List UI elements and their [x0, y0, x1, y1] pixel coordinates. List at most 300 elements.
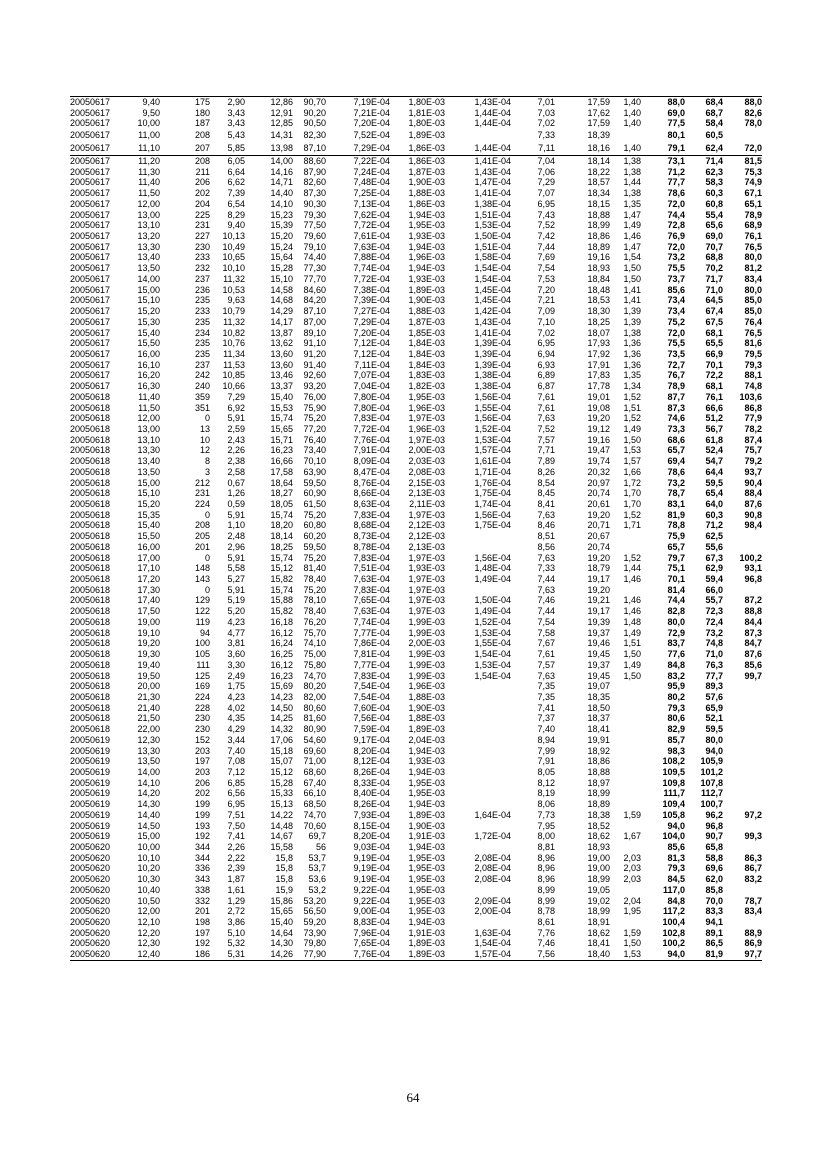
table-cell: 7,09 — [537, 306, 555, 317]
table-cell: 2,39 — [227, 863, 245, 874]
table-cell: 1,55E-04 — [474, 402, 511, 413]
table-cell: 20050618 — [70, 499, 111, 510]
table-cell: 89,1 — [705, 927, 723, 938]
table-cell: 79,7 — [667, 552, 685, 563]
table-cell: 17,59 — [555, 97, 610, 108]
table-cell: 18,97 — [587, 777, 610, 788]
table-cell: 60,20 — [303, 531, 326, 542]
table-cell: 53,2 — [308, 885, 326, 895]
table-cell: 1,90E-03 — [408, 702, 445, 713]
table-cell: 65,8 — [705, 842, 723, 853]
table-cell: 7,46 — [537, 938, 555, 949]
table-cell: 9,03E-04 — [353, 842, 390, 853]
table-cell: 18,99 — [587, 220, 610, 231]
table-cell: 8,76E-04 — [353, 477, 390, 488]
table-cell: 15,65 — [270, 424, 293, 434]
table-cell: 203 — [194, 767, 210, 777]
table-cell: 1,75E-04 — [474, 520, 511, 531]
table-cell: 7,12E-04 — [353, 338, 390, 349]
table-cell: 93,7 — [744, 467, 762, 477]
table-cell: 7,76E-04 — [326, 949, 390, 960]
table-cell: 7,39E-04 — [353, 295, 390, 306]
table-cell: 20050619 — [70, 777, 111, 788]
table-cell: 53,7 — [308, 852, 326, 863]
table-cell: 1,86E-03 — [408, 199, 445, 209]
table-cell: 180 — [194, 107, 210, 118]
table-cell — [610, 917, 641, 928]
table-cell: 0,67 — [227, 477, 245, 488]
table-cell: 2,08E-03 — [408, 467, 445, 477]
table-cell: 7,63E-04 — [353, 574, 390, 585]
table-cell: 1,41E-04 — [474, 188, 511, 199]
table-cell: 2,59 — [227, 424, 245, 434]
table-cell: 20050618 — [70, 692, 111, 702]
table-cell: 14,68 — [270, 295, 293, 306]
table-cell: 77,50 — [303, 220, 326, 231]
table-cell: 1,51E-04 — [474, 209, 511, 220]
table-cell: 7,39 — [227, 188, 245, 199]
table-cell: 8,33E-04 — [353, 777, 390, 788]
table-cell: 20050619 — [70, 799, 111, 810]
table-cell: 19,40 — [137, 659, 160, 670]
table-cell: 20050617 — [70, 209, 111, 220]
table-cell — [610, 531, 641, 542]
table-cell: 20,67 — [587, 531, 610, 542]
table-cell: 14,23 — [270, 692, 293, 702]
table-cell: 9,63 — [227, 295, 245, 306]
table-cell: 1,88E-03 — [408, 306, 445, 317]
table-cell — [445, 821, 511, 832]
table-cell: 7,11E-04 — [354, 359, 390, 370]
table-cell: 12,00 — [137, 906, 160, 917]
table-row — [70, 349, 762, 360]
table-cell — [723, 756, 762, 767]
table-cell: 208 — [160, 156, 210, 167]
table-cell: 15,74 — [270, 552, 293, 563]
table-cell: 75,5 — [667, 338, 685, 349]
table-cell: 7,29 — [227, 391, 245, 402]
table-cell: 20050618 — [70, 445, 111, 456]
table-cell: 5,91 — [227, 584, 245, 595]
table-cell: 10,10 — [137, 852, 160, 863]
table-cell: 1,50 — [623, 670, 641, 681]
table-cell: 15,00 — [137, 477, 160, 488]
table-cell: 84,8 — [667, 895, 685, 906]
table-cell: 19,91 — [587, 734, 610, 745]
table-cell: 1,45E-04 — [474, 295, 511, 306]
table-cell: 8,99 — [537, 885, 555, 895]
table-cell: 15,8 — [275, 852, 293, 863]
table-cell: 1,99E-03 — [408, 659, 445, 670]
table-cell: 18,22 — [587, 166, 610, 177]
table-cell: 1,54E-04 — [474, 274, 511, 284]
table-cell: 1,93E-03 — [408, 231, 445, 242]
table-cell: 59,50 — [303, 477, 326, 488]
table-cell: 8,26 — [537, 467, 555, 477]
table-cell: 20050617 — [70, 220, 111, 231]
table-cell: 53,6 — [308, 874, 326, 885]
table-cell: 81,3 — [667, 852, 685, 863]
table-cell: 8,26E-04 — [353, 799, 390, 810]
table-cell: 2,00E-03 — [408, 445, 445, 456]
table-cell — [723, 842, 762, 853]
table-cell: 20050618 — [70, 574, 111, 585]
table-cell: 85,0 — [744, 295, 762, 306]
table-cell: 74,6 — [667, 413, 685, 424]
table-cell: 8,41 — [537, 499, 555, 510]
table-cell: 117,0 — [662, 885, 685, 895]
table-cell: 1,35 — [623, 370, 641, 381]
table-cell: 7,51E-04 — [353, 563, 390, 574]
table-cell: 73,3 — [667, 424, 685, 434]
table-cell: 1,74E-04 — [474, 499, 511, 510]
table-cell: 8,12 — [537, 777, 555, 788]
table-cell: 95,9 — [667, 681, 685, 692]
table-cell: 94,0 — [641, 949, 685, 960]
table-cell: 20050620 — [70, 949, 122, 960]
table-cell: 80,60 — [303, 702, 326, 713]
table-cell: 76,4 — [744, 316, 762, 327]
table-cell: 18,48 — [587, 284, 610, 295]
table-cell: 18,25 — [270, 542, 293, 552]
table-cell: 100,4 — [662, 917, 685, 928]
table-cell: 14,50 — [137, 820, 160, 831]
table-cell: 15,12 — [270, 767, 293, 777]
table-cell: 15,53 — [270, 402, 293, 413]
table-cell: 1,42E-04 — [474, 306, 511, 317]
table-cell: 3,43 — [227, 118, 245, 129]
table-cell: 187 — [194, 118, 210, 129]
table-cell: 6,95 — [537, 338, 555, 349]
table-cell — [445, 767, 511, 778]
table-cell: 7,40 — [227, 745, 245, 756]
table-cell: 10,00 — [137, 842, 160, 853]
table-cell: 197 — [194, 756, 210, 767]
table-cell: 20050618 — [70, 627, 111, 638]
table-cell: 15,40 — [137, 327, 160, 338]
table-cell: 1,82E-03 — [408, 381, 445, 392]
table-cell: 1,46 — [623, 595, 641, 606]
table-cell: 69,0 — [667, 107, 685, 118]
table-cell: 1,90E-03 — [408, 820, 445, 831]
table-cell: 236 — [194, 284, 210, 295]
table-cell: 7,51 — [227, 810, 245, 820]
table-cell: 18,99 — [587, 874, 610, 885]
table-cell: 14,25 — [270, 713, 293, 724]
table-cell: 87,30 — [303, 188, 326, 199]
table-cell: 1,44 — [623, 563, 641, 574]
table-cell: 87,3 — [744, 627, 762, 638]
table-cell: 8,94 — [537, 734, 555, 745]
table-cell: 1,64E-04 — [474, 810, 511, 820]
table-cell: 175 — [160, 97, 210, 108]
table-cell: 2,72 — [227, 906, 245, 917]
table-cell: 71,0 — [705, 649, 723, 660]
table-cell: 73,4 — [667, 306, 685, 317]
table-cell: 7,65E-04 — [353, 595, 390, 606]
table-cell: 84,5 — [667, 874, 685, 885]
table-row — [70, 242, 762, 253]
table-row — [70, 392, 762, 403]
table-cell: 19,20 — [137, 638, 160, 649]
table-cell: 56,50 — [303, 906, 326, 917]
table-cell: 1,38 — [623, 188, 641, 199]
table-cell: 143 — [194, 574, 210, 585]
table-cell: 14,10 — [270, 199, 293, 209]
table-cell: 20050617 — [70, 188, 111, 199]
table-cell: 15,65 — [270, 906, 293, 917]
table-cell: 80,0 — [667, 617, 685, 627]
table-cell: 18,62 — [587, 831, 610, 842]
table-cell: 7,88E-04 — [353, 252, 390, 263]
table-row — [70, 285, 762, 296]
table-cell: 14,29 — [270, 306, 293, 317]
table-cell: 20050618 — [70, 713, 111, 724]
table-cell: 71,2 — [667, 166, 685, 177]
table-cell — [445, 746, 511, 757]
table-cell: 109,8 — [662, 777, 685, 788]
table-row — [70, 906, 762, 917]
table-cell: 0 — [204, 552, 210, 563]
table-cell: 224 — [194, 499, 210, 510]
table-cell: 18,79 — [587, 563, 610, 574]
table-cell: 11,30 — [138, 166, 160, 177]
table-cell: 18,07 — [587, 327, 610, 338]
table-cell — [723, 799, 762, 810]
table-cell: 12,10 — [137, 917, 160, 928]
table-cell — [723, 129, 762, 142]
table-cell: 8,56 — [537, 542, 555, 552]
table-cell: 7,25E-04 — [353, 188, 390, 199]
table-cell: 20050619 — [70, 810, 111, 820]
table-cell: 15,28 — [270, 263, 293, 274]
table-cell: 19,17 — [587, 606, 610, 617]
table-cell: 20050618 — [70, 424, 111, 434]
table-cell: 67,4 — [705, 306, 723, 317]
table-cell: 1,88E-03 — [408, 713, 445, 724]
table-cell: 17,59 — [587, 118, 610, 129]
table-cell: 17,58 — [270, 467, 293, 477]
table-cell: 86,8 — [744, 402, 762, 413]
table-cell: 14,67 — [270, 831, 293, 842]
table-cell: 7,54 — [537, 617, 555, 627]
table-cell: 20050619 — [70, 788, 111, 799]
table-cell: 16,23 — [270, 445, 293, 456]
table-row — [70, 210, 762, 221]
table-cell: 7,02 — [537, 118, 555, 129]
table-cell: 17,40 — [137, 595, 160, 606]
table-cell — [445, 703, 511, 714]
table-cell: 73,4 — [667, 295, 685, 306]
table-cell: 14,30 — [137, 799, 160, 810]
table-cell: 3,30 — [227, 659, 245, 670]
table-cell: 14,20 — [137, 788, 160, 799]
table-cell: 109,4 — [662, 799, 685, 810]
table-cell: 20050617 — [70, 295, 111, 306]
table-cell: 7,48E-04 — [353, 177, 390, 188]
table-cell: 71,4 — [685, 156, 723, 167]
table-cell: 8,05 — [537, 767, 555, 777]
table-row — [70, 263, 762, 274]
table-cell: 1,88E-03 — [408, 188, 445, 199]
table-cell: 19,05 — [587, 885, 610, 895]
table-cell — [610, 681, 641, 692]
table-cell: 1,47E-04 — [474, 177, 511, 188]
table-cell: 12 — [199, 445, 210, 456]
table-cell: 1,26 — [227, 488, 245, 499]
table-cell: 83,2 — [667, 670, 685, 681]
table-cell: 7,44 — [537, 241, 555, 252]
table-row — [70, 864, 762, 875]
table-cell: 1,50 — [623, 649, 641, 660]
table-cell: 1,66 — [623, 467, 641, 477]
table-cell: 192 — [194, 831, 210, 842]
table-cell: 14,58 — [270, 284, 293, 295]
table-cell: 1,45E-04 — [474, 284, 511, 295]
table-row — [70, 735, 762, 746]
table-row — [70, 639, 762, 650]
table-cell: 11,53 — [223, 359, 245, 370]
table-cell: 96,8 — [744, 574, 762, 585]
table-cell: 1,41 — [623, 295, 641, 306]
table-cell: 90,4 — [744, 477, 762, 488]
table-cell: 1,49 — [623, 659, 641, 670]
table-cell: 1,44 — [623, 177, 641, 188]
table-cell: 7,80E-04 — [353, 402, 390, 413]
table-cell: 7,83E-04 — [353, 509, 390, 520]
table-cell: 75,20 — [303, 413, 326, 424]
table-cell — [723, 531, 762, 542]
table-cell: 7,63 — [537, 509, 555, 520]
table-cell: 8,40E-04 — [353, 788, 390, 799]
table-cell: 13,30 — [137, 745, 160, 756]
table-cell: 16,00 — [137, 349, 160, 359]
table-cell: 1,39E-04 — [474, 349, 511, 359]
table-cell: 20050618 — [70, 649, 111, 660]
table-cell: 90,30 — [303, 199, 326, 209]
table-cell: 11,40 — [138, 177, 160, 188]
table-cell: 1,89E-03 — [408, 130, 445, 141]
table-cell: 81,6 — [744, 338, 762, 349]
table-cell: 78,6 — [667, 467, 685, 477]
table-cell: 1,70 — [623, 488, 641, 499]
table-cell: 14,50 — [270, 702, 293, 713]
table-cell: 19,30 — [137, 649, 160, 660]
table-cell: 228 — [194, 702, 210, 713]
table-cell: 1,89E-03 — [408, 724, 445, 735]
table-cell: 1,83E-03 — [408, 370, 445, 381]
table-cell: 18,16 — [587, 143, 610, 154]
table-cell: 65,6 — [705, 220, 723, 231]
table-cell: 20050617 — [70, 156, 122, 167]
table-cell: 7,29 — [537, 177, 555, 188]
table-cell: 94,0 — [667, 820, 685, 831]
table-cell: 2,03 — [623, 852, 641, 863]
table-cell: 20050619 — [70, 831, 111, 842]
table-cell: 7,21E-04 — [353, 107, 390, 118]
table-cell: 19,17 — [587, 574, 610, 585]
table-cell: 1,50E-04 — [474, 595, 511, 606]
table-cell: 16,12 — [270, 659, 293, 670]
table-cell: 7,01 — [511, 97, 555, 108]
table-cell: 72,9 — [667, 627, 685, 638]
table-cell: 1,71E-04 — [474, 467, 511, 477]
table-cell: 7,91 — [537, 756, 555, 767]
table-cell: 11,40 — [138, 391, 160, 402]
table-cell: 20050618 — [70, 606, 111, 617]
table-row — [70, 142, 762, 156]
table-cell: 4,02 — [227, 702, 245, 713]
table-cell: 1,43E-04 — [474, 166, 511, 177]
table-cell: 86,5 — [705, 938, 723, 949]
table-cell: 7,80E-04 — [353, 391, 390, 402]
table-cell: 7,67 — [537, 638, 555, 649]
table-cell: 18,89 — [587, 241, 610, 252]
table-cell: 20050617 — [70, 370, 111, 381]
table-cell: 20050618 — [70, 584, 111, 595]
table-cell: 1,52E-04 — [474, 617, 511, 627]
table-cell: 122 — [194, 606, 210, 617]
table-cell: 15,23 — [270, 209, 293, 220]
table-cell: 3,44 — [227, 734, 245, 745]
table-cell: 76,7 — [667, 370, 685, 381]
table-cell: 15,18 — [270, 745, 293, 756]
table-cell: 68,1 — [705, 381, 723, 392]
table-cell: 7,02 — [537, 327, 555, 338]
table-cell: 17,83 — [587, 370, 610, 381]
table-cell: 1,97E-03 — [408, 509, 445, 520]
table-cell: 20050620 — [70, 852, 111, 863]
table-cell: 105,9 — [700, 756, 723, 767]
table-cell: 20050619 — [70, 756, 111, 767]
table-cell — [610, 129, 641, 142]
table-cell: 7,63 — [537, 584, 555, 595]
table-cell: 11,00 — [138, 130, 160, 141]
table-cell: 7,29E-04 — [353, 316, 390, 327]
table-cell: 1,72E-04 — [474, 831, 511, 842]
table-cell: 1,85E-03 — [408, 327, 445, 338]
table-cell: 1,49E-04 — [474, 574, 511, 585]
table-cell: 1,75E-04 — [474, 488, 511, 499]
table-cell: 8 — [204, 456, 210, 467]
table-cell: 1,50E-04 — [474, 231, 511, 242]
table-cell: 79,2 — [744, 456, 762, 467]
table-cell: 1,97E-03 — [408, 434, 445, 445]
table-cell: 359 — [194, 391, 210, 402]
table-cell: 18,88 — [587, 209, 610, 220]
table-cell: 97,2 — [744, 810, 762, 820]
table-cell: 7,58 — [537, 627, 555, 638]
table-cell: 6,05 — [210, 156, 245, 167]
table-cell: 19,45 — [587, 649, 610, 660]
table-cell: 13,50 — [137, 467, 160, 477]
table-cell: 15,69 — [270, 681, 293, 692]
table-cell: 69,7 — [308, 831, 326, 842]
table-cell: 15,74 — [270, 413, 293, 424]
table-cell: 16,18 — [270, 617, 293, 627]
table-cell: 18,57 — [587, 177, 610, 188]
table-cell: 1,75 — [227, 681, 245, 692]
table-cell: 8,19 — [537, 788, 555, 799]
table-cell: 75,7 — [744, 445, 762, 456]
table-cell: 2,49 — [227, 670, 245, 681]
table-cell: 14,22 — [270, 810, 293, 820]
table-cell — [610, 842, 641, 853]
table-cell: 7,61 — [537, 402, 555, 413]
table-cell: 7,52 — [537, 424, 555, 434]
table-cell — [610, 789, 641, 800]
table-cell: 235 — [194, 295, 210, 306]
